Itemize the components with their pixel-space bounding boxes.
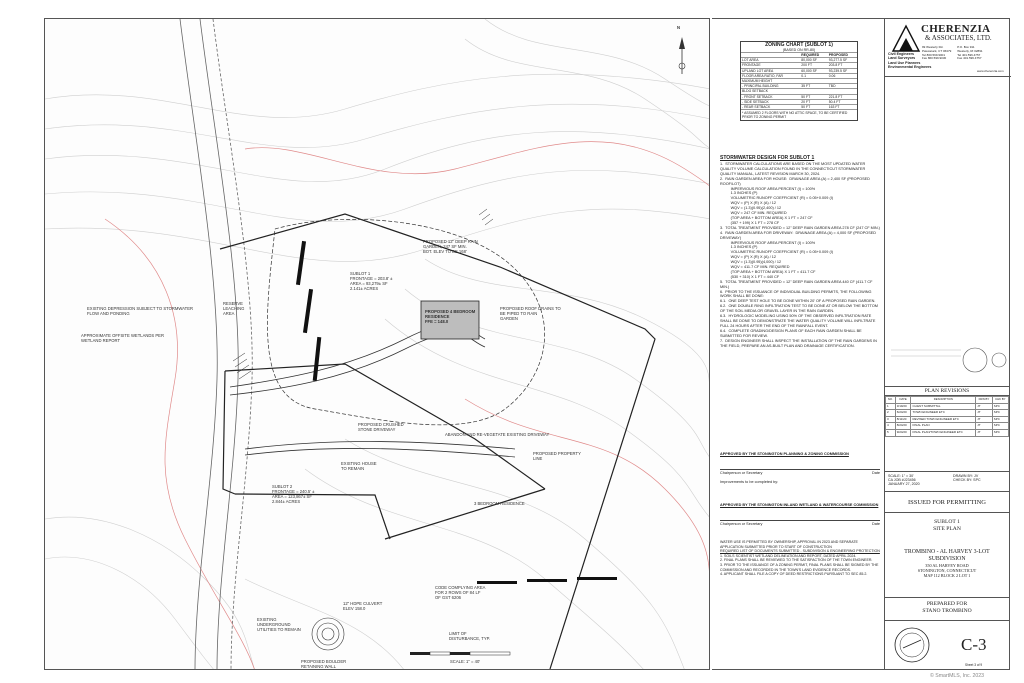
firm-address-ct: 99 Westerly Rd. Pawcatuck, CT 06379 Tel 860.599.9001 Fax 860.599.9030 (922, 45, 952, 61)
drawing-info (885, 471, 1009, 491)
zoning-table (741, 52, 857, 109)
revision-cell: SPC (992, 403, 1008, 410)
stormwater-line: (357 + 199) X 1 FT = 278 CF (720, 220, 780, 225)
stormwater-line: (530 + 310) X 1 FT = 440 CF (720, 274, 780, 279)
revision-cell: JT (976, 410, 992, 417)
revision-cell: 1 (886, 403, 896, 410)
zoning-cell: 93,239.5 SF (828, 68, 857, 73)
prepared-for (885, 597, 1009, 615)
revision-cell: JT (976, 416, 992, 423)
revision-cell: 3/19/20 (895, 403, 911, 410)
revision-cell: REVISED TOWN ENGINEER ETC (911, 416, 976, 423)
zoning-cell: UPLAND LOT AREA (741, 68, 800, 73)
stormwater-notes (720, 155, 880, 348)
zoning-cell: LOT AREA (741, 58, 800, 63)
reference-item: 4. APPLICANT SHALL FILE A COPY OF DEED RESTRICTIONS PURSUANT TO SEC 85.2. (720, 572, 868, 577)
reference-heading: REQUIRED LIST OF DOCUMENTS SUBMITTED - SUBDIVISION & ENGINEERING PROTECTION (720, 549, 880, 554)
chair-label: Chairperson or Secretary (720, 522, 763, 526)
zoning-cell: - REAR SETBACK (741, 105, 800, 110)
stormwater-line: (TOP AREA + BOTTOM AREA) X 1 FT = 411.7 CF (720, 269, 816, 274)
firm-website: www.cherenzia.com (977, 69, 1004, 73)
roof-drain-label: PROPOSED ROOF DRAINS TO BE PIPED TO RAIN GARDEN (500, 306, 561, 321)
zoning-cell: 35 FT (800, 84, 827, 89)
revision-row (886, 416, 1009, 423)
disturbance-limit (267, 219, 544, 425)
firm-service: Environmental Engineers (888, 65, 932, 70)
zoning-cell: 0.1 (800, 73, 827, 78)
zoning-header-cell: PROPOSED (828, 53, 857, 58)
stormwater-heading: STORMWATER DESIGN FOR SUBLOT 1 (720, 155, 815, 161)
zoning-cell: FLOOR AREA RATIO, FAR (741, 73, 800, 78)
stormwater-line: WQV = (1.3)(0.95)(4,000) / 12 (720, 260, 782, 265)
approval-block (720, 452, 880, 545)
stormwater-line: 7. DESIGN ENGINEER SHALL INSPECT THE INSTALLATION OF THE RAIN GARDENS IN THE FIELD, PREPARE AN AS-BUILT PLAN AND DRAINAGE CERTIFICATION. (720, 338, 878, 348)
professional-seal-icon (893, 626, 931, 664)
title-block (884, 18, 1010, 670)
residence-label: PROPOSED 4 BEDROOM RESIDENCE FFE = 148.0 (425, 309, 476, 324)
revision-cell: 9/24/20 (895, 429, 911, 436)
zoning-cell: 60,000 SF (800, 68, 827, 73)
sheet-number: C-3 (961, 635, 987, 654)
date-label: Date (871, 471, 880, 475)
firm-service: Land Use Planners (888, 60, 921, 65)
improvements-label: Improvements to be completed by: (720, 480, 779, 484)
sheet-name-line: SITE PLAN (933, 526, 961, 532)
existing-depression-label: EXISTING DEPRESSION SUBJECT TO STORMWATER FLOW AND PONDING (87, 306, 194, 316)
revision-row (886, 403, 1009, 410)
checked-by: CHECK BY: SPC (953, 478, 981, 483)
sheet-of: Sheet 3 of 9 (965, 663, 983, 667)
revision-cell: 8/11/20 (895, 416, 911, 423)
boulder-wall-label: PROPOSED BOULDER RETAINING WALL (301, 659, 347, 669)
revision-row (886, 423, 1009, 430)
zoning-cell: BLDG SETBACK (741, 89, 800, 94)
revision-cell: SPC (992, 410, 1008, 417)
stormwater-line: 6. PRIOR TO THE ISSUANCE OF INDIVIDUAL BUILDING PERMITS, THE FOLLOWING WORK SHALL BE DONE: (720, 289, 873, 299)
copyright-notice: © SmartMLS, Inc. 2023 (930, 673, 984, 679)
revision-cell: JT (976, 429, 992, 436)
reference-item: 2. FINAL PLANS SHALL BE REVIEWED TO THE SATISFACTION OF THE TOWN ENGINEER. (720, 558, 873, 563)
revision-cell: 2 (886, 410, 896, 417)
zoning-cell: - FRONT SETBACK (741, 94, 800, 99)
zoning-cell: 50.4 FT (828, 99, 857, 104)
stormwater-line: 1.3 INCHES (P) (720, 191, 758, 196)
prepared-for-label: PREPARED FOR (926, 601, 968, 607)
revision-cell: SPC (992, 416, 1008, 423)
stormwater-line: WQV = (1.3)(0.95)(2,400) / 12 (720, 206, 782, 211)
firm-name: CHERENZIA (921, 23, 991, 35)
property-line-label: PROPOSED PROPERTY LINE (533, 451, 581, 461)
stormwater-line: 1. STORMWATER CALCULATIONS ARE BASED ON THE MOST UPDATED WATER QUALITY VOLUME CALCULATION FOUND IN THE CONNECTICUT STORMWATER QUALITY MANUAL, LATEST REVISION MARCH 30, 2024. (720, 162, 867, 176)
stormwater-line: VOLUMETRIC RUNOFF COEFFICIENT (R) = 0.05+0.009 (I) (720, 196, 834, 201)
zoning-cell: 20 FT (800, 99, 827, 104)
stormwater-line: 3. TOTAL TREATMENT PROVIDED = 12" DEEP RAIN GARDEN AREA 278 CF (247 CF MIN.) (720, 225, 880, 230)
zoning-header-cell: REQUIRED (800, 53, 827, 58)
stormwater-line: 6.2. ONE DOUBLE RING INFILTRATION TEST TO BE DONE AT OR BELOW THE BOTTOM OF THE SOIL MEDIA OR GRAVEL LAYER IN THE RAIN GARDEN. (720, 304, 880, 314)
issued-status: ISSUED FOR PERMITTING (885, 491, 1009, 513)
zoning-chart (740, 41, 858, 121)
zoning-cell: 50 FT (800, 94, 827, 99)
project-type: SUBDIVISION (928, 556, 966, 562)
drawn-by: DRAWN BY: JV (953, 474, 979, 478)
stormwater-line: IMPERVIOUS ROOF AREA PERCENT (I) = 100% (720, 186, 816, 191)
revisions-header-cell: DRN BY (976, 397, 992, 404)
sheet-name (885, 519, 1009, 533)
zoning-cell: 93,277.5 SF (828, 58, 857, 63)
stormwater-line: 6.3. HYDROLOGIC MODELING USING 50% OF THE OBSERVED INFILTRATION RATE SHALL BE DONE TO DEMONSTRATE THE WATER QUALITY VOLUME WILL INFILTRATE FULL 24 HOURS AFTER THE END OF THE RAINFALL EVENT. (720, 314, 877, 328)
firm-addresses (922, 46, 1008, 61)
scale-info: SCALE: 1" = 30' (888, 474, 914, 478)
reference-item: 3. PRIOR TO THE ISSUANCE OF A ZONING PERMIT, FINAL PLANS SHALL BE SIGNED BY THE COMMISSION AND RECORDED IN THE TOWN'S LAND EVIDENCE RECORDS. (720, 562, 879, 572)
zoning-cell: 0.06 (828, 73, 857, 78)
stormwater-line: 2. RAIN GARDEN AREA FOR HOUSE: DRAINAGE AREA (A) = 2,400 SF (PROPOSED ROOF/LOT) (720, 176, 871, 186)
firm-logo-icon (889, 23, 923, 53)
firm-service: Land Surveyors (888, 56, 916, 61)
site-plan-drawing (44, 18, 710, 670)
revision-cell: SPC (992, 423, 1008, 430)
stormwater-line: 6.1. ONE DEEP TEST HOLE TO BE DONE WITHIN 20' OF A PROPOSED RAIN GARDEN. (720, 299, 876, 304)
stormwater-line: WQV = 411.7 CF MIN. REQUIRED (720, 265, 790, 270)
stormwater-line: 6.4. COMPLETE GRADING/DESIGN PLANS OF EACH RAIN GARDEN SHALL BE SUBMITTED FOR REVIEW. (720, 328, 863, 338)
wetlands-approval-heading: APPROVED BY THE STONINGTON INLAND WETLAND & WATERCOURSE COMMISSION (720, 503, 879, 507)
boulder-wall (312, 618, 344, 650)
chair-label: Chairperson or Secretary (720, 471, 763, 475)
road-edges (180, 19, 252, 670)
revisions-header-cell: NO. (886, 397, 896, 404)
zoning-cell: - PRINCIPAL BUILDING (741, 84, 800, 89)
firm-header (885, 19, 1011, 77)
revision-row (886, 410, 1009, 417)
project-town: STONINGTON, CONNECTICUT (917, 568, 977, 573)
zoning-cell: - SIDE SETBACK (741, 99, 800, 104)
wetland-label: APPROXIMATE OFFSITE WETLANDS PER WETLAND REPORT (81, 333, 164, 343)
reference-line: WATER USE IS PERMITTED BY OWNERSHIP, APPROVAL IN 2023 AND SEPARATE APPLICATION SUBMITTED PRIOR TO START OF CONSTRUCTION (720, 540, 858, 549)
stormwater-line: VOLUMETRIC RUNOFF COEFFICIENT (R) = 0.05+0.009 (I) (720, 250, 834, 255)
date-label: Date (871, 522, 880, 526)
stormwater-line: IMPERVIOUS ROOF AREA PERCENT (I) = 100% (720, 240, 816, 245)
zoning-cell: 80,000 SF (800, 58, 827, 63)
revisions-header-row (886, 397, 1009, 404)
zoning-title: ZONING CHART (SUBLOT 1) (765, 42, 833, 48)
sheet-number-block (885, 620, 1009, 670)
plan-date: JANUARY 27, 2020 (888, 482, 920, 487)
revisions-header-cell: DESCRIPTION (911, 397, 976, 404)
plan-revisions (885, 386, 1009, 437)
zoning-footnote: * ASSUMED 2 FLOORS WITH NO ATTIC SPACE, TO BE CERTIFIED PRIOR TO ZONING PERMIT (741, 109, 857, 120)
project-title (885, 549, 1009, 578)
revision-cell: 4 (886, 423, 896, 430)
revision-cell: TOWN ENGINEER ETC (911, 410, 976, 417)
reference-notes (720, 540, 880, 577)
zoning-cell: TBD (828, 84, 857, 89)
revision-cell: CLIENT SUBMITTAL (911, 403, 976, 410)
north-arrow (679, 37, 685, 74)
scale-bar (410, 652, 510, 655)
project-map: MAP 112 BLOCK 2 LOT 1 (923, 573, 971, 578)
stormwater-line: WQV = (P) X (R) X (A) / 12 (720, 201, 777, 206)
job-number: CA JOB #J23456 (888, 478, 916, 483)
stormwater-line: WQV = 247 CF MIN. REQUIRED (720, 211, 787, 216)
abandon-driveway-label: ABANDON AND RE-VEGETATE EXISTING DRIVEWAY (445, 432, 550, 437)
plan-revisions-title: PLAN REVISIONS (885, 386, 1009, 396)
revision-cell: 8/24/20 (895, 423, 911, 430)
zoning-cell: FRONTAGE (741, 63, 800, 68)
zoning-cell: 221.8 FT (828, 94, 857, 99)
signature-line (720, 520, 880, 527)
stormwater-line: WQV = (P) X (R) X (A) / 12 (720, 255, 777, 260)
project-address: 350 AL HARVEY ROAD (925, 563, 969, 568)
driveway-label: PROPOSED CRUSHED STONE DRIVEWAY (358, 422, 404, 432)
zoning-cell: 200 FT (800, 63, 827, 68)
notes-panel (712, 18, 884, 670)
project-name: TROMBINO - AL HARVEY 3-LOT (904, 549, 990, 555)
stormwater-line: 4. RAIN GARDEN AREA FOR DRIVEWAY: DRAINAGE AREA (A) = 4,000 SF (PROPOSED DRIVEWAY) (720, 230, 878, 240)
revision-cell: FINAL PLAN/TOWN ENGINEER ETC (911, 429, 976, 436)
sublot1-label: SUBLOT 1 FRONTAGE = 203.8' ± AREA = 93,279± SF 2.141± ACRES (350, 271, 393, 291)
planning-approval-heading: APPROVED BY THE STONINGTON PLANNING & ZONING COMMISSION (720, 452, 849, 456)
zoning-cell: MAXIMUM HEIGHT (741, 79, 800, 84)
revisions-header-cell: DATE (895, 397, 911, 404)
revisions-header-cell: CHK BY (992, 397, 1008, 404)
disturbance-label: LIMIT OF DISTURBANCE, TYP. (449, 631, 491, 641)
revision-cell: JT (976, 403, 992, 410)
zoning-cell: 203.8 FT (828, 63, 857, 68)
red-contours (105, 142, 710, 670)
firm-address-ri: P.O. Box 911 Westerly, RI 02891 Tel 401.596.4757 Fax 401.596.4757 (957, 45, 983, 61)
site-plan-linework (45, 19, 710, 670)
stormwater-line: (TOP AREA + BOTTOM AREA) X 1 FT = 247 CF (720, 215, 813, 220)
engineer-seal-area (891, 342, 1007, 380)
zoning-subtitle: (BASED ON RR-80) (782, 48, 816, 52)
scale-text: SCALE: 1" = 40' (450, 659, 481, 664)
stormwater-line: 5. TOTAL TREATMENT PROVIDED = 12" DEEP RAIN GARDEN AREA 440 CF (411.7 CF MIN.) (720, 279, 874, 289)
firm-subname: & ASSOCIATES, LTD. (925, 34, 992, 42)
revision-cell: SPC (992, 429, 1008, 436)
signature-line (720, 469, 880, 476)
revision-cell: 3 (886, 416, 896, 423)
underground-utilities-label: EXISTING UNDERGROUND UTILITIES TO REMAIN (257, 617, 301, 632)
sublot2-label: SUBLOT 2 FRONTAGE = 240.5' ± AREA = 123,867± SF 2.844± ACRES (272, 484, 315, 504)
stormwater-line: 1.3 INCHES (P) (720, 245, 758, 250)
engineer-seal-stamps (891, 342, 1007, 380)
sheet-name-line: SUBLOT 1 (934, 519, 960, 525)
topo-contours (45, 19, 710, 670)
revision-cell: FINAL PLAN (911, 423, 976, 430)
bedroom3-label: 3 BEDROOM RESIDENCE (474, 501, 525, 506)
revision-cell: 5 (886, 429, 896, 436)
culvert-label: 12" HDPE CULVERT ELEV 158.0 (343, 601, 383, 611)
property-lines (220, 214, 655, 669)
firm-service: Civil Engineers (888, 52, 914, 56)
reference-item: 1. SOILS SCIENTIST WETLAND DELINEATION AND REPORT, DATED APRIL 2024. (720, 553, 857, 558)
revision-row (886, 429, 1009, 436)
reserve-area-label: RESERVE LEACHING AREA (223, 301, 245, 316)
existing-house-label: EXISTING HOUSE TO REMAIN (341, 461, 377, 471)
rain-garden-label: PROPOSED 12" DEEP RAIN GARDEN, 247 SF MIN. BOT. ELEV TO BE 168' (423, 239, 478, 254)
revision-cell: JT (976, 423, 992, 430)
north-label: N (677, 25, 681, 30)
revision-cell: 6/24/20 (895, 410, 911, 417)
compost-area-label: CODE COMPLYING AREA FOR 2 ROWS OF 84 LF OF GST 6206 (435, 585, 486, 600)
revisions-table (885, 396, 1009, 437)
prepared-for-name: STANO TROMBINO (922, 608, 972, 614)
zoning-cell: 50 FT (800, 105, 827, 110)
zoning-cell: 163 FT (828, 105, 857, 110)
